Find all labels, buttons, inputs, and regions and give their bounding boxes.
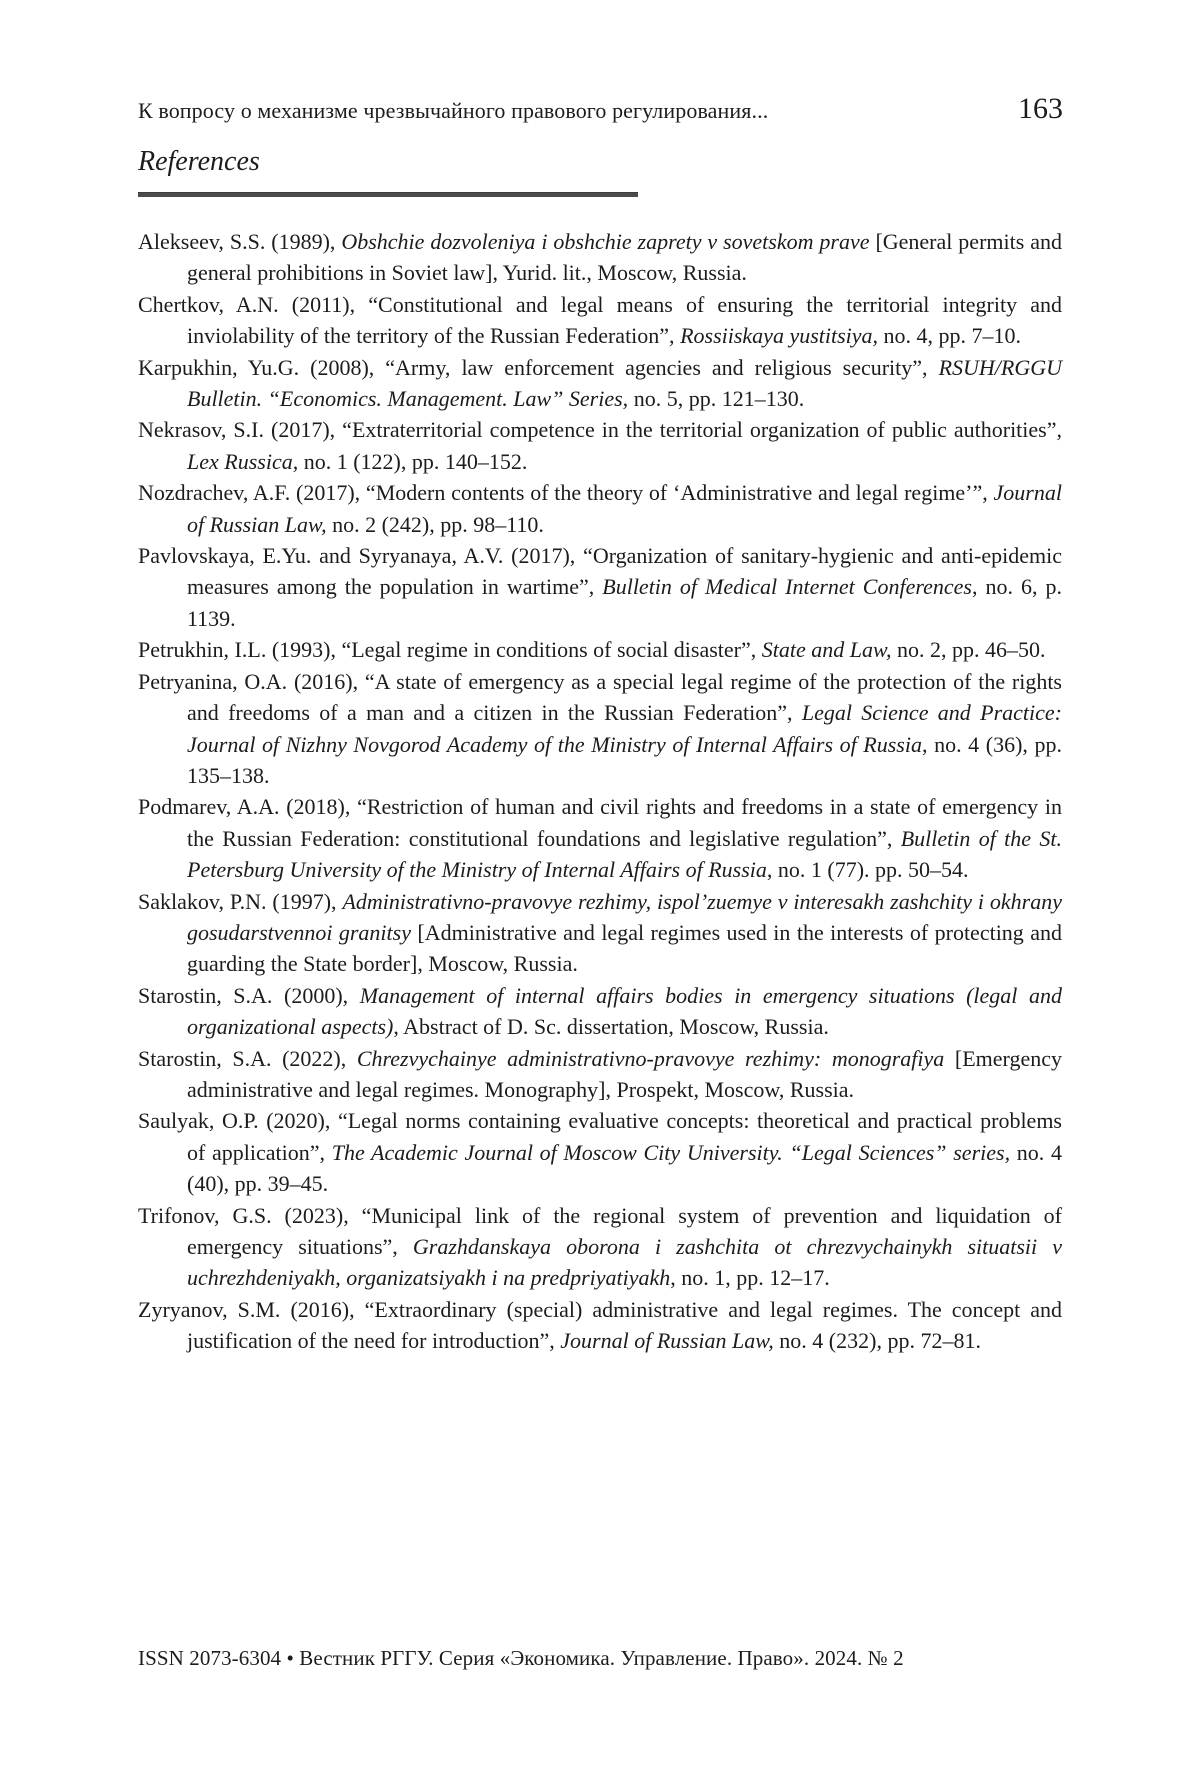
references-list	[138, 226, 1062, 1357]
reference-text: , Abstract of D. Sc. dissertation, Moscow, Russia.	[393, 1014, 829, 1040]
reference-item	[138, 980, 1062, 1043]
reference-text: Saulyak, O.P. (2020), “Legal norms containing evaluative concepts: theoretical and practical problems of application”,	[138, 1108, 1062, 1165]
reference-item	[138, 791, 1062, 885]
reference-text: Trifonov, G.S. (2023), “Municipal link of the regional system of prevention and liquidation of emergency situations”,	[138, 1202, 1062, 1259]
reference-item	[138, 477, 1062, 540]
reference-source-title: Lex Russica,	[187, 448, 299, 474]
reference-text: no. 4 (40), pp. 39–45.	[187, 1139, 1062, 1197]
reference-text: Nozdrachev, A.F. (2017), “Modern contents of the theory of ‘Administrative and legal regime’”,	[138, 480, 994, 506]
page-number: 163	[1018, 92, 1063, 125]
reference-item	[138, 540, 1062, 634]
reference-item	[138, 352, 1062, 415]
reference-text: , no. 1 (77). pp. 50–54.	[766, 857, 969, 883]
reference-text: [General permits and general prohibitions in Soviet law], Yurid. lit., Moscow, Russia.	[187, 229, 1062, 286]
running-head	[138, 92, 1063, 126]
reference-text: no. 2, pp. 46–50.	[891, 637, 1046, 663]
reference-source-title: Management of internal affairs bodies in emergency situations (legal and organizational aspects)	[187, 982, 1062, 1040]
reference-text: , no. 4 (36), pp. 135–138.	[187, 731, 1062, 788]
reference-source-title: Grazhdanskaya oborona i zashchita ot chrezvychainykh situatsii v uchrezhdeniyakh, organizatsiyakh i na predpriyatiyakh	[187, 1234, 1063, 1291]
reference-source-title: Rossiiskaya yustitsiya,	[680, 323, 879, 349]
journal-footer: ISSN 2073-6304 • Вестник РГГУ. Серия «Экономика. Управление. Право». 2024. № 2	[138, 1646, 904, 1670]
reference-text: Nekrasov, S.I. (2017), “Extraterritorial competence in the territorial organization of public authorities”,	[138, 417, 1062, 443]
reference-source-title: Journal of Russian Law,	[560, 1328, 774, 1354]
reference-item	[138, 666, 1062, 792]
reference-item	[138, 886, 1062, 980]
reference-text: no. 2 (242), pp. 98–110.	[326, 511, 544, 537]
reference-item	[138, 1200, 1062, 1294]
reference-text: Petryanina, O.A. (2016), “A state of emergency as a special legal regime of the protection of the rights and freedoms of a man and a citizen in the Russian Federation”,	[138, 668, 1062, 726]
reference-text: Starostin, S.A. (2022),	[138, 1045, 357, 1071]
reference-text: no. 1 (122), pp. 140–152.	[298, 448, 528, 474]
running-title: К вопросу о механизме чрезвычайного правового регулирования...	[138, 98, 769, 123]
reference-item	[138, 226, 1062, 289]
reference-text: Karpukhin, Yu.G. (2008), “Army, law enforcement agencies and religious security”,	[138, 354, 939, 380]
reference-text: no. 4 (232), pp. 72–81.	[773, 1328, 981, 1354]
reference-text: Chertkov, A.N. (2011), “Constitutional and legal means of ensuring the territorial integrity and inviolability of the territory of the Russian Federation”,	[138, 291, 1062, 349]
reference-item	[138, 414, 1062, 477]
reference-text: , no. 6, p. 1139.	[187, 574, 1063, 631]
reference-text: Pavlovskaya, E.Yu. and Syryanaya, A.V. (2017), “Organization of sanitary-hygienic and anti-epidemic measures among the population in wartime”,	[138, 543, 1062, 600]
reference-text: no. 4, pp. 7–10.	[878, 323, 1022, 349]
reference-source-title: The Academic Journal of Moscow City University. “Legal Sciences” series,	[331, 1139, 1011, 1165]
reference-source-title: RSUH/RGGU Bulletin. “Economics. Management. Law” Series,	[187, 354, 1062, 412]
heading-rule	[138, 192, 638, 197]
reference-item	[138, 1294, 1062, 1357]
reference-text: Zyryanov, S.M. (2016), “Extraordinary (special) administrative and legal regimes. The concept and justification of the need for introduction”,	[138, 1296, 1062, 1354]
reference-source-title: Legal Science and Practice: Journal of Nizhny Novgorod Academy of the Ministry of Internal Affairs of Russia	[187, 700, 1062, 757]
reference-text: Petrukhin, I.L. (1993), “Legal regime in conditions of social disaster”,	[138, 637, 762, 663]
reference-source-title: Bulletin of the St. Petersburg University of the Ministry of Internal Affairs of Russia	[187, 825, 1062, 883]
reference-source-title: Bulletin of Medical Internet Conferences	[602, 574, 972, 600]
reference-item	[138, 1043, 1062, 1106]
reference-item	[138, 634, 1062, 665]
reference-text: Alekseev, S.S. (1989),	[138, 229, 342, 254]
reference-source-title: Journal of Russian Law,	[187, 480, 1062, 537]
reference-source-title: Obshchie dozvoleniya i obshchie zaprety v sovetskom prave	[341, 229, 870, 254]
reference-text: Podmarev, A.A. (2018), “Restriction of human and civil rights and freedoms in a state of emergency in the Russian Federation: constitutional foundations and legislative regulation”,	[138, 794, 1062, 851]
reference-text: Saklakov, P.N. (1997),	[138, 888, 343, 914]
reference-source-title: Chrezvychainye administrativno-pravovye rezhimy: monografiya	[356, 1045, 945, 1071]
reference-source-title: Administrativno-pravovye rezhimy, ispol’zuemye v interesakh zashchity i okhrany gosudarstvennoi granitsy	[187, 888, 1062, 945]
reference-text: Starostin, S.A. (2000),	[138, 982, 360, 1008]
reference-text: [Administrative and legal regimes used in the interests of protecting and guarding the State border], Moscow, Russia.	[187, 919, 1062, 977]
reference-text: no. 5, pp. 121–130.	[628, 386, 805, 412]
references-heading: References	[138, 146, 260, 177]
reference-item	[138, 289, 1062, 352]
reference-source-title: State and Law,	[761, 637, 892, 663]
reference-text: [Emergency administrative and legal regimes. Monography], Prospekt, Moscow, Russia.	[187, 1045, 1062, 1102]
reference-item	[138, 1105, 1062, 1199]
reference-text: , no. 1, pp. 12–17.	[670, 1265, 830, 1291]
